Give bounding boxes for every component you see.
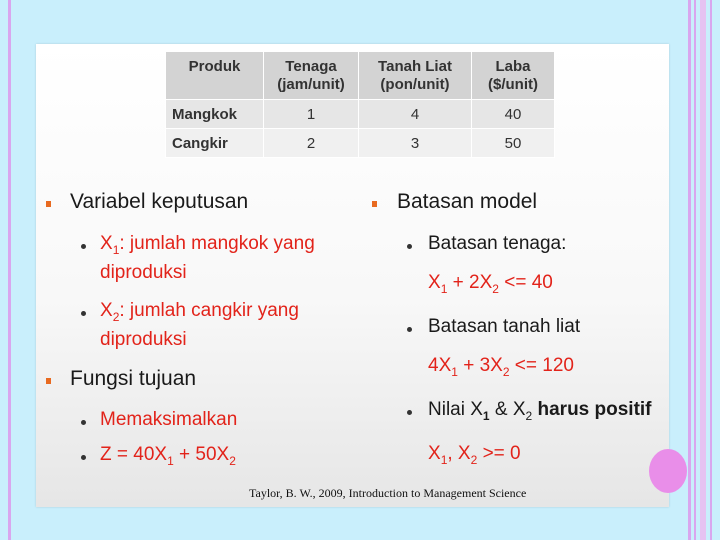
header-laba [472,52,555,100]
formula-part: >= 0 [477,443,521,464]
labor-constraint-label: Batasan tenaga: [428,233,567,254]
formula-part: , X [447,443,471,464]
table-row [166,100,555,129]
text-part: & [489,399,513,420]
labor-constraint-formula [428,272,553,296]
table-row [166,129,555,158]
subscript: 2 [502,365,510,379]
cell-tenaga: 1 [264,100,359,129]
var-x: X [512,399,526,420]
round-bullet [81,311,86,316]
objective-formula [100,444,236,468]
formula-part: + 2X [447,272,493,293]
clay-constraint-label: Batasan tanah liat [428,316,581,337]
header-tanah-liat [359,52,472,100]
header-tanah-line2: (pon/unit) [380,75,450,93]
header-laba-line1: Laba [495,57,531,75]
header-laba-line2: ($/unit) [488,75,538,93]
subscript: 2 [112,310,120,324]
right-stripe-3 [700,0,706,540]
formula-part: <= 120 [509,355,574,376]
clay-constraint-formula [428,355,574,379]
formula-part: X [428,443,441,464]
subscript: 1 [482,409,490,423]
header-tenaga-line2: (jam/unit) [277,75,345,93]
formula-part: 4X [428,355,452,376]
subscript: 1 [112,243,120,257]
nonnegativity-formula [428,443,521,467]
x1-text: : jumlah mangkok yang [119,233,315,254]
round-bullet [81,420,86,425]
subscript: 2 [492,282,499,296]
x1-definition-line2: diproduksi [100,262,187,283]
left-stripe [8,0,11,540]
citation: Taylor, B. W., 2009, Introduction to Management Science [249,486,527,500]
nonnegativity-label [428,399,652,423]
square-bullet [46,201,51,207]
subscript: 2 [525,409,533,423]
cell-tenaga: 2 [264,129,359,158]
subscript: 1 [451,365,458,379]
right-stripe-2 [694,0,696,540]
heading-model-constraints: Batasan model [397,190,538,213]
cell-product: Mangkok [166,100,264,129]
header-tanah-line1: Tanah Liat [378,57,452,75]
heading-objective-function: Fungsi tujuan [70,367,197,390]
var-x: X [100,233,113,254]
round-bullet [407,244,412,249]
subscript: 1 [440,282,448,296]
header-produk: Produk [166,52,264,100]
subscript: 2 [229,454,236,468]
cell-product: Cangkir [166,129,264,158]
cell-tanah: 4 [359,100,472,129]
cell-tanah: 3 [359,129,472,158]
formula-part: Z = 40X [100,444,168,465]
x2-text: : jumlah cangkir yang [119,300,299,321]
round-bullet [81,244,86,249]
objective-maximize: Memaksimalkan [100,409,238,430]
subscript: 2 [470,453,478,467]
square-bullet [46,378,51,384]
round-bullet [407,410,412,415]
cell-laba: 40 [472,100,555,129]
subscript: 1 [167,454,174,468]
formula-part: + 50X [173,444,230,465]
subscript: 1 [440,453,448,467]
formula-part: + 3X [457,355,503,376]
text-part: harus positif [532,399,652,420]
var-x: X [470,399,483,420]
heading-decision-variables: Variabel keputusan [70,190,249,213]
table-header-row [166,52,555,100]
square-bullet [372,201,377,207]
formula-part: X [428,272,441,293]
formula-part: <= 40 [498,272,553,293]
cell-laba: 50 [472,129,555,158]
round-bullet [407,327,412,332]
round-bullet [81,455,86,460]
right-stripe-1 [688,0,691,540]
x2-definition [100,300,299,324]
header-tenaga [264,52,359,100]
decorative-circle [649,449,687,493]
text-part: Nilai [428,399,471,420]
x2-definition-line2: diproduksi [100,329,187,350]
header-tenaga-line1: Tenaga [285,57,337,75]
x1-definition [100,233,315,257]
right-stripe-4 [710,0,712,540]
var-x: X [100,300,113,321]
product-table [165,51,555,158]
